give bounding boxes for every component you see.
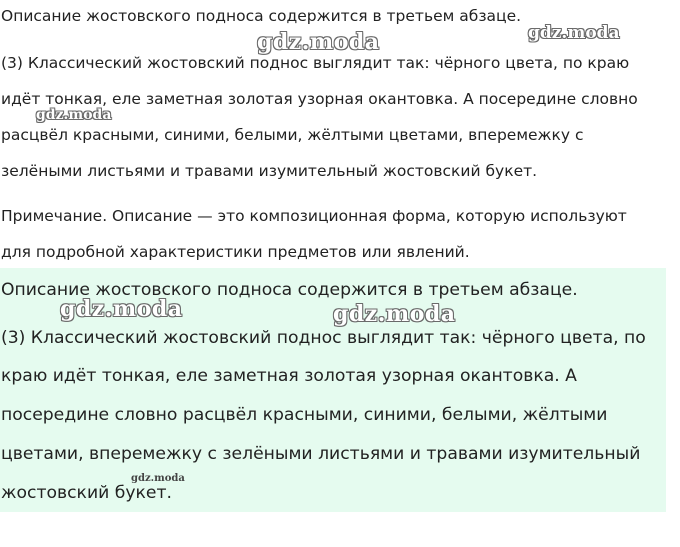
watermark: gdz.moda <box>333 301 456 327</box>
watermark: gdz.moda <box>60 296 183 322</box>
watermark: gdz.moda <box>528 23 620 43</box>
paragraph-line: (3) Классический жостовский поднос выглядит так: чёрного цвета, по <box>1 328 646 348</box>
paragraph-line: цветами, вперемежку с зелёными листьями и травами изумительный <box>1 444 641 464</box>
note-line: Примечание. Описание — это композиционная форма, которую используют <box>1 207 627 225</box>
paragraph-line: расцвёл красными, синими, белыми, жёлтыми цветами, вперемежку с <box>1 126 584 144</box>
watermark: gdz.moda <box>131 473 185 484</box>
watermark: gdz.moda <box>257 29 380 55</box>
paragraph-line: идёт тонкая, еле заметная золотая узорная окантовка. А посередине словно <box>1 90 638 108</box>
paragraph-line: жостовский букет. <box>1 483 172 503</box>
note-line: для подробной характеристики предметов или явлений. <box>1 243 470 261</box>
paragraph-line: (3) Классический жостовский поднос выглядит так: чёрного цвета, по краю <box>1 54 630 72</box>
paragraph-line: зелёными листьями и травами изумительный жостовский букет. <box>1 162 538 180</box>
watermark: gdz.moda <box>36 107 112 123</box>
paragraph-line: Описание жостовского подноса содержится в третьем абзаце. <box>1 280 578 300</box>
paragraph-line: посередине словно расцвёл красными, синими, белыми, жёлтыми <box>1 405 608 425</box>
paragraph-line: Описание жостовского подноса содержится в третьем абзаце. <box>1 7 522 25</box>
paragraph-line: краю идёт тонкая, еле заметная золотая узорная окантовка. А <box>1 366 577 386</box>
